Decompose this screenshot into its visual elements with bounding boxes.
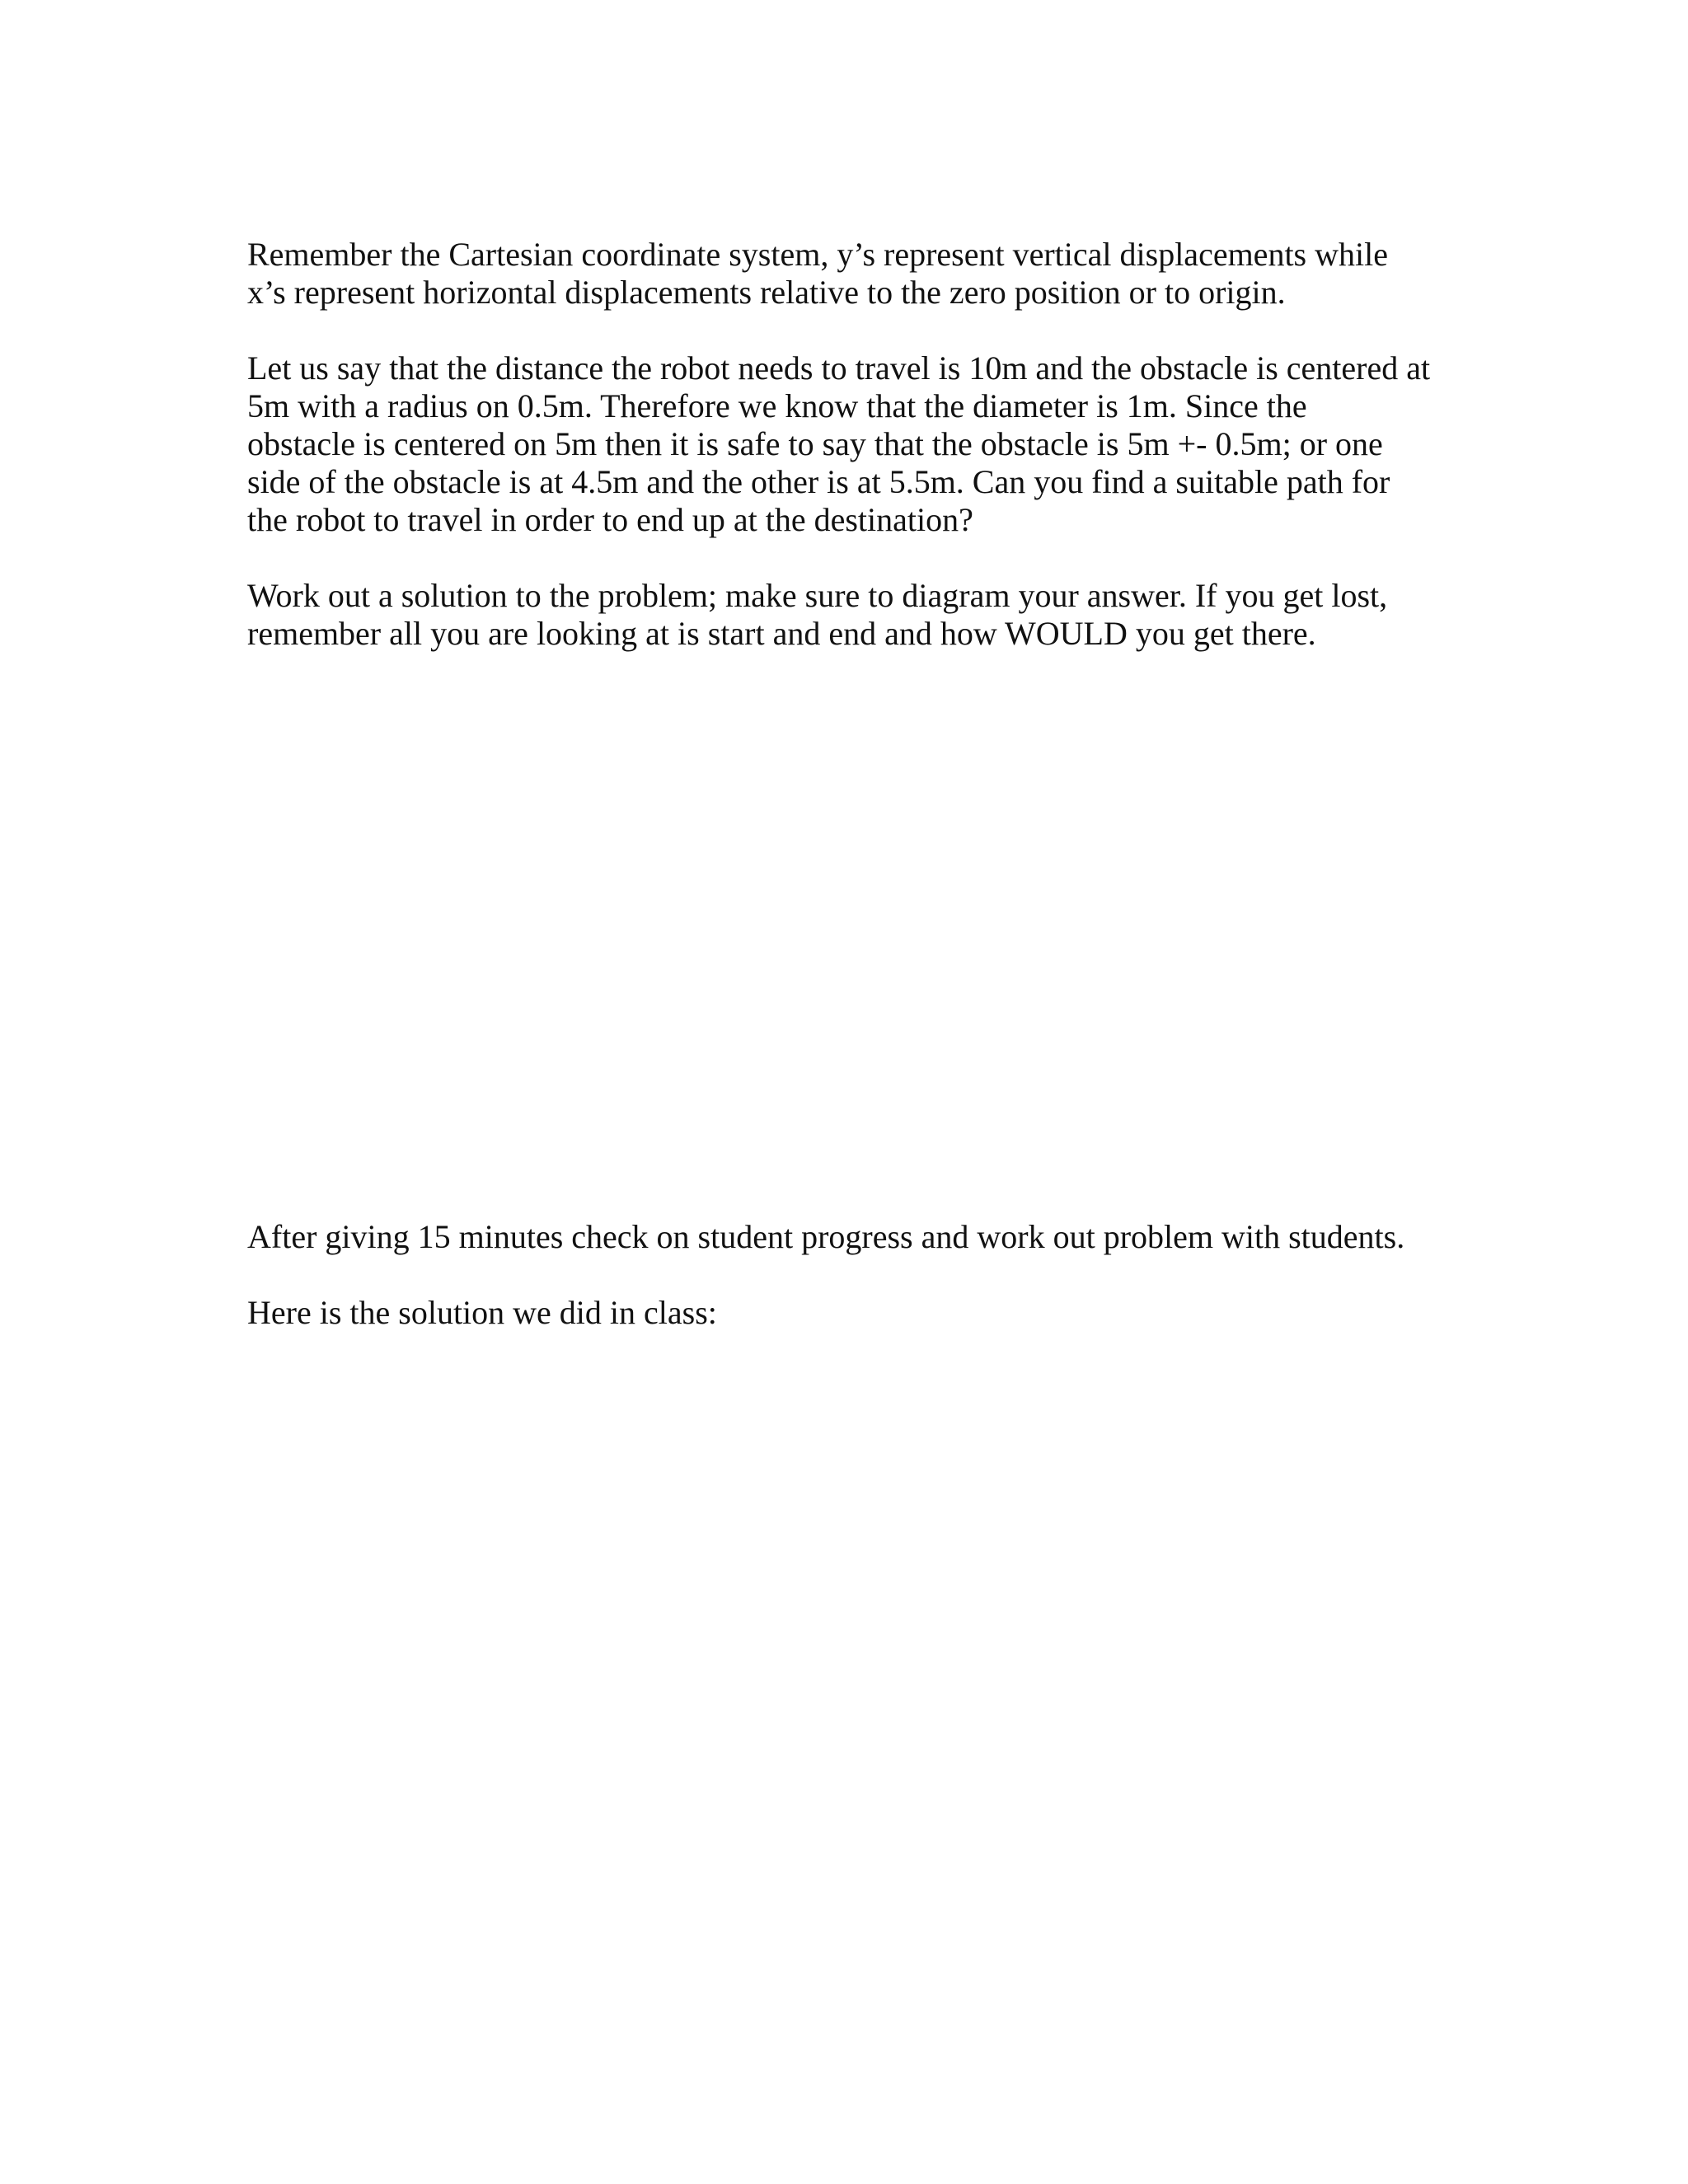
text-line: Work out a solution to the problem; make sure to diagram your answer. If you get lost, (247, 577, 1388, 614)
text-line: remember all you are looking at is start and end and how WOULD you get there. (247, 615, 1316, 652)
text-line: the robot to travel in order to end up at the destination? (247, 501, 973, 538)
text-line: Remember the Cartesian coordinate system, y’s represent vertical displacements while (247, 236, 1388, 273)
text-line: Here is the solution we did in class: (247, 1294, 717, 1331)
text-line: side of the obstacle is at 4.5m and the other is at 5.5m. Can you find a suitable path for (247, 463, 1390, 500)
text-line: Let us say that the distance the robot needs to travel is 10m and the obstacle is centered at (247, 349, 1431, 387)
text-line: After giving 15 minutes check on student progress and work out problem with students. (247, 1218, 1405, 1255)
text-line: x’s represent horizontal displacements relative to the zero position or to origin. (247, 274, 1286, 311)
text-line: 5m with a radius on 0.5m. Therefore we know that the diameter is 1m. Since the (247, 387, 1307, 424)
text-line: obstacle is centered on 5m then it is safe to say that the obstacle is 5m +- 0.5m; or one (247, 425, 1383, 462)
